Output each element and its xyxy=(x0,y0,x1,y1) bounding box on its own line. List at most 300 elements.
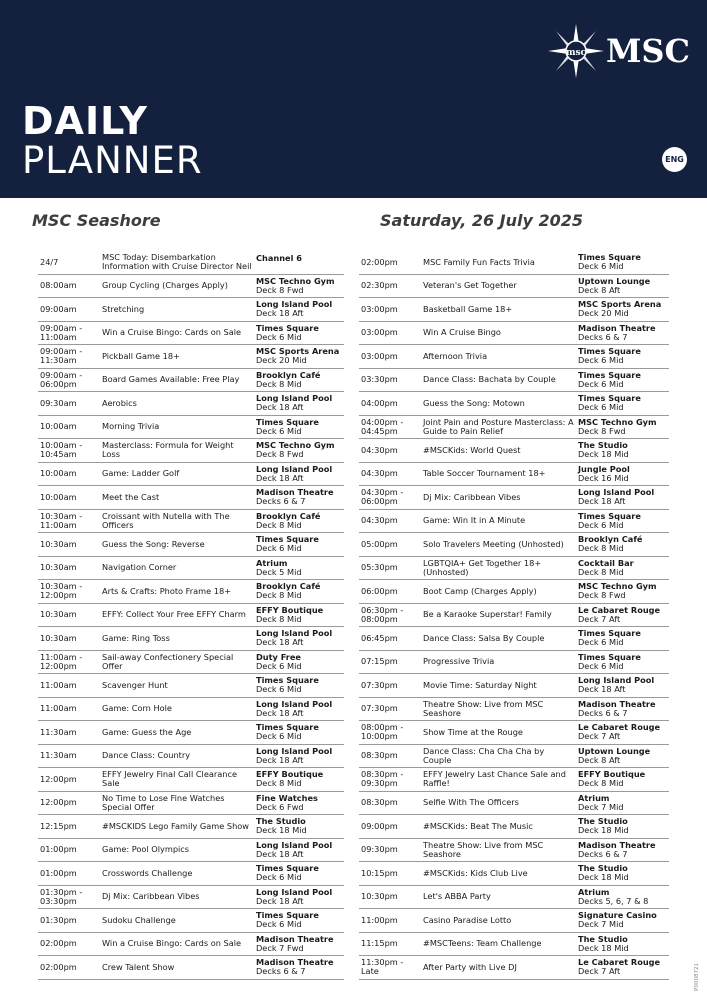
venue-deck: Deck 8 Mid xyxy=(256,590,302,601)
event-title: Game: Ring Toss xyxy=(102,632,170,643)
event-location xyxy=(256,510,348,533)
schedule-row xyxy=(359,345,669,369)
event-title: EFFY Jewelry Final Call Clearance Sale xyxy=(102,769,237,789)
schedule-row xyxy=(359,580,669,604)
venue-deck: Deck 18 Aft xyxy=(256,637,304,648)
schedule-row xyxy=(38,251,344,275)
venue-deck: Deck 8 Mid xyxy=(256,778,302,789)
event-location xyxy=(578,463,670,486)
venue-deck: Deck 18 Aft xyxy=(256,402,304,413)
venue-name: Brooklyn Café xyxy=(256,510,321,521)
schedule-row xyxy=(38,298,344,322)
venue-name: Cocktail Bar xyxy=(578,557,634,568)
event-time: 09:00am xyxy=(40,303,77,314)
venue-deck: Deck 6 Mid xyxy=(256,425,302,436)
venue-deck: Deck 8 Fwd xyxy=(578,425,626,436)
venue-name: MSC Techno Gym xyxy=(256,275,335,286)
venue-deck: Deck 8 Mid xyxy=(256,519,302,530)
event-time: 02:00pm xyxy=(40,961,77,972)
venue-name: Long Island Pool xyxy=(256,839,333,850)
schedule-row xyxy=(359,933,669,957)
venue-deck: Deck 6 Mid xyxy=(578,519,624,530)
venue-name: Le Cabaret Rouge xyxy=(578,722,661,733)
venue-deck: Deck 6 Mid xyxy=(256,872,302,883)
venue-name: The Studio xyxy=(578,440,628,451)
event-time: 10:30am xyxy=(40,609,77,620)
event-location xyxy=(256,933,348,956)
event-time: 10:30am - 12:00pm xyxy=(40,581,83,601)
ship-name: MSC Seashore xyxy=(32,211,161,230)
event-time: 04:30pm xyxy=(361,468,398,479)
event-title: Game: Ladder Golf xyxy=(102,468,180,479)
venue-deck: Decks 6 & 7 xyxy=(578,331,628,342)
schedule-row xyxy=(38,345,344,369)
venue-deck: Deck 8 Aft xyxy=(578,284,621,295)
schedule-row xyxy=(359,557,669,581)
venue-name: Times Square xyxy=(256,534,319,545)
event-location xyxy=(256,768,348,791)
event-location xyxy=(256,721,348,744)
venue-name: Madison Theatre xyxy=(256,487,334,498)
event-title: MSC Today: Disembarkation Information with Cruise Director Neil xyxy=(102,252,252,272)
event-location xyxy=(578,909,670,932)
schedule-row xyxy=(38,909,344,933)
event-location xyxy=(256,839,348,862)
event-time: 10:30am - 11:00am xyxy=(40,510,83,530)
event-location xyxy=(578,651,670,674)
schedule-row xyxy=(359,651,669,675)
event-location xyxy=(578,510,670,533)
event-location xyxy=(578,345,670,368)
event-title: Masterclass: Formula for Weight Loss xyxy=(102,440,234,460)
event-title: Sail-away Confectionery Special Offer xyxy=(102,651,234,671)
venue-deck: Deck 5 Mid xyxy=(256,566,302,577)
venue-deck: Deck 7 Mid xyxy=(578,801,624,812)
venue-deck: Deck 20 Mid xyxy=(578,308,629,319)
event-title: Veteran's Get Together xyxy=(423,280,517,291)
event-location xyxy=(256,486,348,509)
schedule-row xyxy=(359,768,669,792)
event-time: 12:00pm xyxy=(40,797,77,808)
venue-deck: Deck 18 Aft xyxy=(578,496,626,507)
venue-deck: Deck 18 Mid xyxy=(578,825,629,836)
venue-name: Times Square xyxy=(578,628,641,639)
event-time: 11:30am xyxy=(40,750,77,761)
venue-name: EFFY Boutique xyxy=(256,604,324,615)
venue-name: Jungle Pool xyxy=(578,463,630,474)
event-title: Theatre Show: Live from MSC Seashore xyxy=(423,839,544,859)
venue-name: MSC Techno Gym xyxy=(578,581,657,592)
event-location xyxy=(578,439,670,462)
schedule-row xyxy=(359,627,669,651)
event-time: 10:15pm xyxy=(361,867,398,878)
event-title: Win a Cruise Bingo: Cards on Sale xyxy=(102,327,242,338)
venue-name: Long Island Pool xyxy=(256,299,333,310)
schedule-row xyxy=(359,298,669,322)
venue-name: Times Square xyxy=(256,322,319,333)
language-badge[interactable]: ENG xyxy=(662,147,687,172)
event-location xyxy=(578,792,670,815)
schedule-row xyxy=(359,604,669,628)
venue-deck: Deck 8 Mid xyxy=(578,566,624,577)
venue-name: Duty Free xyxy=(256,651,301,662)
event-location xyxy=(578,721,670,744)
event-time: 04:00pm xyxy=(361,397,398,408)
venue-deck: Deck 8 Fwd xyxy=(256,284,304,295)
event-time: 07:15pm xyxy=(361,656,398,667)
logo-text: MSC xyxy=(606,32,690,70)
event-time: 10:30am xyxy=(40,538,77,549)
event-time: 01:00pm xyxy=(40,867,77,878)
event-title: EFFY: Collect Your Free EFFY Charm xyxy=(102,609,246,620)
event-time: 01:00pm xyxy=(40,844,77,855)
event-time: 09:00am - 11:30am xyxy=(40,346,83,366)
venue-name: Long Island Pool xyxy=(256,886,333,897)
event-location xyxy=(578,745,670,768)
event-time: 03:00pm xyxy=(361,350,398,361)
venue-name: The Studio xyxy=(256,816,306,827)
event-title: Dj Mix: Caribbean Vibes xyxy=(423,491,521,502)
venue-name: Madison Theatre xyxy=(578,839,656,850)
event-title: Selfie With The Officers xyxy=(423,797,519,808)
venue-name: Times Square xyxy=(578,651,641,662)
event-title: Game: Corn Hole xyxy=(102,703,172,714)
event-title: Boot Camp (Charges Apply) xyxy=(423,585,537,596)
event-title: Dance Class: Country xyxy=(102,750,191,761)
event-time: 06:45pm xyxy=(361,632,398,643)
event-location xyxy=(578,627,670,650)
event-location xyxy=(256,886,348,909)
schedule-row xyxy=(359,721,669,745)
event-time: 09:00pm xyxy=(361,820,398,831)
event-title: No Time to Lose Fine Watches Special Offer xyxy=(102,792,225,812)
event-location xyxy=(256,745,348,768)
event-time: 04:30pm xyxy=(361,444,398,455)
event-time: 08:00pm - 10:00pm xyxy=(361,722,404,742)
event-location xyxy=(256,533,348,556)
event-location xyxy=(578,322,670,345)
venue-deck: Deck 16 Mid xyxy=(578,472,629,483)
event-title: MSC Family Fun Facts Trivia xyxy=(423,256,535,267)
schedule-row xyxy=(359,815,669,839)
venue-name: Long Island Pool xyxy=(256,745,333,756)
venue-deck: Deck 6 Mid xyxy=(578,261,624,272)
event-time: 08:00am xyxy=(40,280,77,291)
event-location xyxy=(578,768,670,791)
event-title: #MSCKIDS Lego Family Game Show xyxy=(102,820,250,831)
schedule-row xyxy=(359,745,669,769)
venue-deck: Deck 6 Mid xyxy=(578,660,624,671)
event-title: LGBTQIA+ Get Together 18+ (Unhosted) xyxy=(423,557,542,577)
schedule-row xyxy=(38,439,344,463)
venue-name: Atrium xyxy=(578,886,610,897)
venue-name: Brooklyn Café xyxy=(578,534,643,545)
schedule-row xyxy=(38,886,344,910)
event-location xyxy=(256,557,348,580)
event-location xyxy=(256,862,348,885)
venue-deck: Deck 6 Mid xyxy=(578,402,624,413)
event-title: Aerobics xyxy=(102,397,137,408)
venue-name: Channel 6 xyxy=(256,253,302,263)
venue-deck: Deck 18 Mid xyxy=(578,872,629,883)
event-title: Dance Class: Cha Cha Cha by Couple xyxy=(423,745,545,765)
event-title: Progressive Trivia xyxy=(423,656,495,667)
event-location xyxy=(256,604,348,627)
event-title: Game: Win It in A Minute xyxy=(423,515,526,526)
event-title: Afternoon Trivia xyxy=(423,350,488,361)
schedule-row xyxy=(38,392,344,416)
event-time: 05:00pm xyxy=(361,538,398,549)
venue-name: Atrium xyxy=(256,557,288,568)
event-title: #MSCKids: Beat The Music xyxy=(423,820,533,831)
event-time: 12:15pm xyxy=(40,820,77,831)
event-location xyxy=(256,345,348,368)
event-location xyxy=(256,792,348,815)
event-title: Guess the Song: Motown xyxy=(423,397,525,408)
event-time: 11:00pm xyxy=(361,914,398,925)
event-time: 04:00pm - 04:45pm xyxy=(361,416,404,436)
venue-deck: Deck 7 Mid xyxy=(578,919,624,930)
venue-deck: Deck 8 Mid xyxy=(578,778,624,789)
venue-name: Long Island Pool xyxy=(256,628,333,639)
event-title: #MSCKids: Kids Club Live xyxy=(423,867,528,878)
event-location xyxy=(578,604,670,627)
venue-name: Madison Theatre xyxy=(256,957,334,968)
venue-deck: Deck 6 Mid xyxy=(578,637,624,648)
schedule-row xyxy=(38,815,344,839)
venue-deck: Deck 18 Aft xyxy=(256,308,304,319)
event-title: Theatre Show: Live from MSC Seashore xyxy=(423,698,544,718)
event-title: Dj Mix: Caribbean Vibes xyxy=(102,891,200,902)
event-title: Stretching xyxy=(102,303,145,314)
event-location xyxy=(578,933,670,956)
schedule-row xyxy=(38,839,344,863)
event-time: 02:00pm xyxy=(40,938,77,949)
event-time: 11:00am - 12:00pm xyxy=(40,651,83,671)
schedule-row xyxy=(359,251,669,275)
event-title: Joint Pain and Posture Masterclass: A Guide to Pain Relief xyxy=(423,416,574,436)
msc-compass-emblem-icon xyxy=(546,22,606,80)
event-time: 01:30pm - 03:30pm xyxy=(40,886,83,906)
schedule-row xyxy=(38,580,344,604)
schedule-column-left xyxy=(38,251,344,980)
event-title: Group Cycling (Charges Apply) xyxy=(102,280,228,291)
event-location xyxy=(256,674,348,697)
document-code: P0008721 xyxy=(694,963,700,991)
venue-name: Times Square xyxy=(256,863,319,874)
venue-deck: Decks 6 & 7 xyxy=(256,966,306,977)
event-title: Game: Guess the Age xyxy=(102,726,192,737)
venue-deck: Deck 7 Aft xyxy=(578,731,621,742)
planner-date: Saturday, 26 July 2025 xyxy=(380,211,584,230)
venue-name: Times Square xyxy=(256,722,319,733)
venue-deck: Deck 8 Fwd xyxy=(578,590,626,601)
event-title: Guess the Song: Reverse xyxy=(102,538,205,549)
schedule-row xyxy=(359,956,669,980)
event-time: 08:30pm xyxy=(361,750,398,761)
venue-deck: Decks 5, 6, 7 & 8 xyxy=(578,895,649,906)
event-location xyxy=(256,416,348,439)
event-location xyxy=(256,909,348,932)
msc-logo xyxy=(546,22,691,80)
schedule-row xyxy=(38,674,344,698)
event-time: 08:30pm xyxy=(361,797,398,808)
schedule-row xyxy=(38,745,344,769)
event-location xyxy=(578,698,670,721)
schedule-row xyxy=(38,862,344,886)
event-title: Be a Karaoke Superstar! Family xyxy=(423,609,552,620)
venue-deck: Deck 8 Aft xyxy=(578,754,621,765)
venue-name: The Studio xyxy=(578,863,628,874)
event-location xyxy=(578,298,670,321)
event-title: Arts & Crafts: Photo Frame 18+ xyxy=(102,585,232,596)
venue-deck: Deck 18 Mid xyxy=(578,449,629,460)
venue-name: MSC Techno Gym xyxy=(256,440,335,451)
event-title: Game: Pool Olympics xyxy=(102,844,190,855)
venue-deck: Deck 18 Mid xyxy=(578,942,629,953)
venue-name: Brooklyn Café xyxy=(256,369,321,380)
schedule-row xyxy=(359,463,669,487)
event-location xyxy=(256,815,348,838)
schedule-row xyxy=(38,768,344,792)
event-title: Win A Cruise Bingo xyxy=(423,327,501,338)
schedule-row xyxy=(38,557,344,581)
event-time: 11:15pm xyxy=(361,938,398,949)
event-location xyxy=(256,298,348,321)
event-location xyxy=(578,392,670,415)
event-time: 10:00am xyxy=(40,491,77,502)
venue-name: Brooklyn Café xyxy=(256,581,321,592)
event-location xyxy=(256,651,348,674)
venue-name: Times Square xyxy=(256,675,319,686)
venue-name: Long Island Pool xyxy=(256,698,333,709)
schedule-row xyxy=(359,369,669,393)
event-time: 10:00am xyxy=(40,468,77,479)
schedule-row xyxy=(38,463,344,487)
event-title: Let's ABBA Party xyxy=(423,891,491,902)
schedule-row xyxy=(38,486,344,510)
event-location xyxy=(578,533,670,556)
event-time: 24/7 xyxy=(40,256,59,267)
event-title: Show Time at the Rouge xyxy=(423,726,523,737)
event-title: Table Soccer Tournament 18+ xyxy=(423,468,546,479)
schedule-row xyxy=(38,533,344,557)
event-location xyxy=(256,392,348,415)
schedule-row xyxy=(38,510,344,534)
event-title: EFFY Jewelry Last Chance Sale and Raffle! xyxy=(423,769,566,789)
venue-deck: Deck 18 Aft xyxy=(578,684,626,695)
event-location xyxy=(578,369,670,392)
event-location xyxy=(578,674,670,697)
event-time: 09:00am - 06:00pm xyxy=(40,369,83,389)
venue-name: The Studio xyxy=(578,933,628,944)
venue-deck: Decks 6 & 7 xyxy=(578,707,628,718)
event-title: After Party with Live DJ xyxy=(423,961,517,972)
event-time: 11:00am xyxy=(40,703,77,714)
event-location xyxy=(256,627,348,650)
event-title: #MSCKids: World Quest xyxy=(423,444,521,455)
event-time: 11:00am xyxy=(40,679,77,690)
event-title: #MSCTeens: Team Challenge xyxy=(423,938,542,949)
title-planner: PLANNER xyxy=(22,139,203,182)
venue-name: Le Cabaret Rouge xyxy=(578,604,661,615)
event-title: Croissant with Nutella with The Officers xyxy=(102,510,230,530)
event-time: 11:30pm - Late xyxy=(361,957,404,977)
event-time: 07:30pm xyxy=(361,703,398,714)
event-time: 04:30pm - 06:00pm xyxy=(361,487,404,507)
event-time: 02:00pm xyxy=(361,256,398,267)
venue-name: Times Square xyxy=(578,369,641,380)
event-location xyxy=(256,322,348,345)
event-title: Win a Cruise Bingo: Cards on Sale xyxy=(102,938,242,949)
event-location xyxy=(256,463,348,486)
venue-deck: Deck 7 Aft xyxy=(578,966,621,977)
event-time: 03:00pm xyxy=(361,327,398,338)
venue-name: Times Square xyxy=(578,252,641,263)
venue-deck: Deck 7 Fwd xyxy=(256,942,304,953)
schedule-row xyxy=(359,698,669,722)
venue-name: Madison Theatre xyxy=(256,933,334,944)
schedule-row xyxy=(38,369,344,393)
event-time: 04:30pm xyxy=(361,515,398,526)
schedule-row xyxy=(359,674,669,698)
event-title: Meet the Cast xyxy=(102,491,160,502)
event-location xyxy=(578,839,670,862)
venue-deck: Deck 6 Mid xyxy=(256,543,302,554)
schedule-row xyxy=(38,651,344,675)
schedule-row xyxy=(359,533,669,557)
event-title: Basketball Game 18+ xyxy=(423,303,513,314)
event-title: Crew Talent Show xyxy=(102,961,175,972)
schedule-row xyxy=(38,956,344,980)
event-location xyxy=(256,698,348,721)
event-time: 12:00pm xyxy=(40,773,77,784)
schedule-row xyxy=(359,792,669,816)
event-time: 05:30pm xyxy=(361,562,398,573)
schedule-row xyxy=(38,627,344,651)
schedule-row xyxy=(359,510,669,534)
schedule-row xyxy=(359,439,669,463)
event-title: Movie Time: Saturday Night xyxy=(423,679,537,690)
schedule-row xyxy=(38,322,344,346)
venue-deck: Deck 6 Mid xyxy=(256,684,302,695)
event-time: 01:30pm xyxy=(40,914,77,925)
schedule-row xyxy=(359,275,669,299)
venue-deck: Deck 6 Mid xyxy=(256,660,302,671)
schedule-row xyxy=(359,416,669,440)
event-title: Board Games Available: Free Play xyxy=(102,374,240,385)
event-location xyxy=(578,815,670,838)
event-location xyxy=(578,886,670,909)
venue-name: EFFY Boutique xyxy=(256,769,324,780)
event-time: 08:30pm - 09:30pm xyxy=(361,769,404,789)
event-location xyxy=(578,486,670,509)
event-time: 06:00pm xyxy=(361,585,398,596)
event-title: Scavenger Hunt xyxy=(102,679,168,690)
venue-name: Long Island Pool xyxy=(256,393,333,404)
venue-deck: Deck 6 Mid xyxy=(256,919,302,930)
venue-name: Madison Theatre xyxy=(578,322,656,333)
venue-name: Times Square xyxy=(256,910,319,921)
venue-name: Times Square xyxy=(578,510,641,521)
venue-name: Fine Watches xyxy=(256,792,318,803)
event-time: 09:30pm xyxy=(361,844,398,855)
venue-deck: Deck 6 Fwd xyxy=(256,801,304,812)
venue-name: Uptown Lounge xyxy=(578,745,651,756)
event-time: 03:30pm xyxy=(361,374,398,385)
venue-deck: Deck 18 Aft xyxy=(256,472,304,483)
schedule-row xyxy=(359,322,669,346)
